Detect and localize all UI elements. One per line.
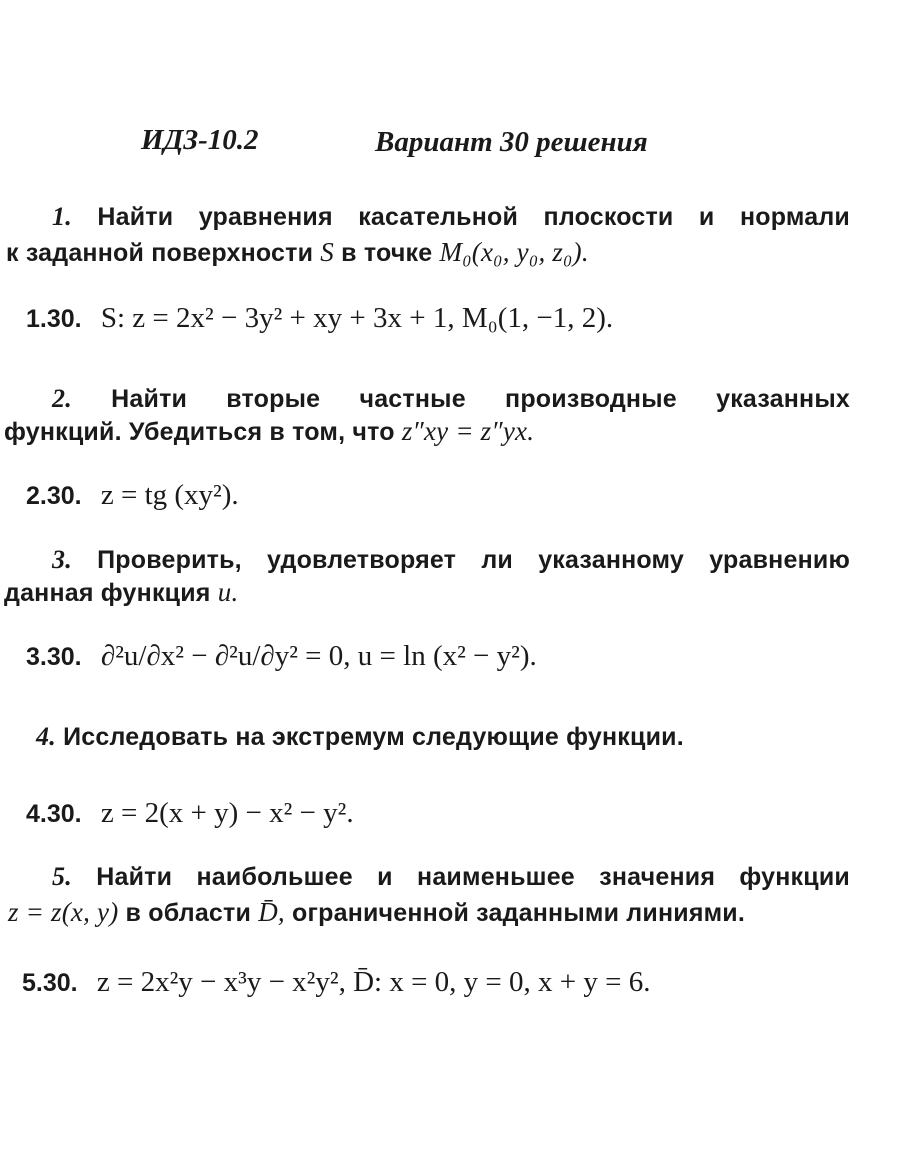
problem-2-30 bbox=[26, 479, 239, 512]
task-1-number: 1. bbox=[52, 202, 72, 231]
task-3-number: 3. bbox=[52, 545, 72, 574]
surface-variable: S bbox=[320, 237, 334, 267]
problem-1-formula: S: z = 2x² − 3y² + xy + 3x + 1, M₀(1, −1, 2). bbox=[100, 302, 614, 334]
problem-2-number: 2.30. bbox=[26, 482, 82, 510]
task-5-text: Найти наибольшее и наименьшее значения функции bbox=[96, 863, 850, 891]
mixed-derivative-equality: z″xy = z″yx. bbox=[401, 416, 535, 446]
task-2-text: Найти вторые частные производные указанных bbox=[111, 385, 850, 413]
task-5-line-2: z = z(x, y) в области D̄, ограниченной заданными линиями. bbox=[8, 897, 746, 927]
task-1-line-1 bbox=[0, 202, 850, 232]
problem-3-formula: ∂²u/∂x² − ∂²u/∂y² = 0, u = ln (x² − y²). bbox=[100, 640, 537, 672]
problem-2-formula: z = tg (xy²). bbox=[100, 479, 239, 511]
task-4-text: Исследовать на экстремум следующие функции. bbox=[63, 723, 684, 751]
task-1-text: Найти уравнения касательной плоскости и нормали bbox=[97, 203, 850, 231]
problem-5-formula: z = 2x²y − x³y − x²y², D̄: x = 0, y = 0, x + y = 6. bbox=[96, 966, 651, 998]
problem-1-number: 1.30. bbox=[26, 305, 82, 333]
problem-5-number: 5.30. bbox=[22, 969, 78, 997]
task-2-line-1 bbox=[0, 384, 850, 414]
document-code: ИДЗ-10.2 bbox=[141, 124, 259, 156]
problem-4-30 bbox=[26, 797, 354, 830]
problem-3-number: 3.30. bbox=[26, 643, 82, 671]
task-3-text: Проверить, удовлетворяет ли указанному уравнению bbox=[97, 546, 850, 574]
problem-5-30 bbox=[22, 966, 651, 999]
function-variable: u. bbox=[217, 577, 239, 607]
task-2-number: 2. bbox=[52, 384, 72, 413]
function-definition: z = z(x, y) bbox=[8, 897, 119, 927]
region-variable: D̄, bbox=[258, 897, 285, 927]
task-5-line-1 bbox=[0, 862, 850, 892]
task-1-line-2: к заданной поверхности S в точке M₀(x₀, y₀, z₀). bbox=[6, 237, 589, 267]
problem-4-number: 4.30. bbox=[26, 800, 82, 828]
task-4-line-1 bbox=[36, 722, 886, 752]
task-3-line-1 bbox=[0, 545, 850, 575]
task-5-number: 5. bbox=[52, 862, 72, 891]
task-2-line-2: функций. Убедиться в том, что z″xy = z″yx. bbox=[4, 416, 535, 446]
problem-4-formula: z = 2(x + y) − x² − y². bbox=[100, 797, 354, 829]
variant-title: Вариант 30 решения bbox=[375, 126, 648, 158]
problem-1-30 bbox=[26, 302, 613, 335]
point-m0: M₀(x₀, y₀, z₀). bbox=[439, 237, 589, 267]
problem-3-30 bbox=[26, 640, 537, 673]
task-4-number: 4. bbox=[36, 722, 56, 751]
task-3-line-2: данная функция u. bbox=[4, 577, 239, 607]
